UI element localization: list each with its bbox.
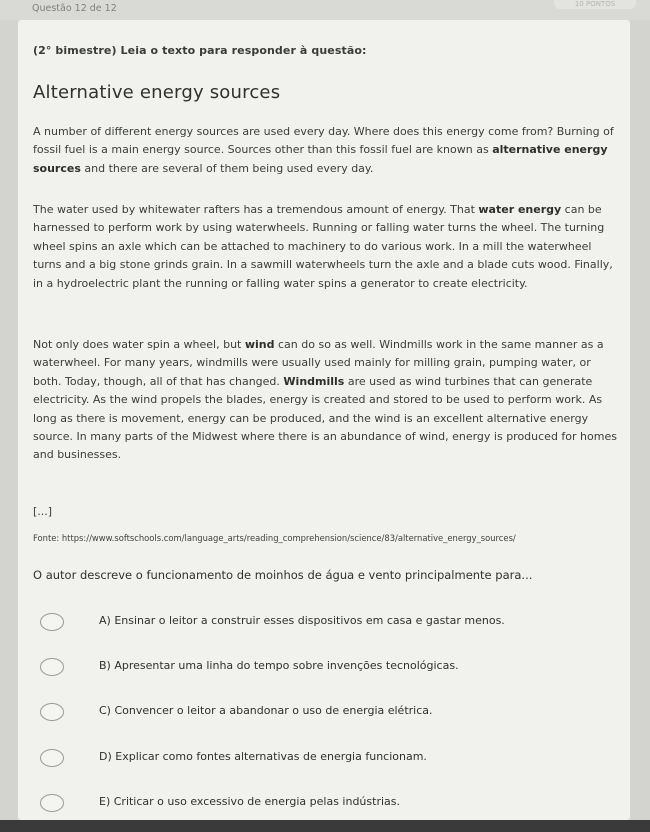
source-citation: Fonte: https://www.softschools.com/language_arts/reading_comprehension/science/83/alternative_energy_sources/ [33,533,516,543]
answer-option-d[interactable] [40,747,610,773]
paragraph-3: Not only does water spin a wheel, but wind can do so as well. Windmills work in the same manner as a waterwheel. For many years, windmills were usually used mainly for milling grain, pumping water, or both. Today, though, all of that has changed. Windmills are used as wind turbines that can generate electricity. As the wind propels the blades, energy is created and stored to be used to perform work. As long as there is movement, energy can be produced, and the wind is an excellent alternative energy source. In many parts of the Midwest where there is an abundance of wind, energy is produced for homes and businesses. [33,338,617,462]
radio-button-icon[interactable] [40,749,64,767]
top-bar [0,0,650,20]
answer-option-a[interactable] [40,611,610,637]
answer-option-b[interactable] [40,656,610,682]
option-label: A) Ensinar o leitor a construir esses dispositivos em casa e gastar menos. [99,614,505,627]
option-label: D) Explicar como fontes alternativas de energia funcionam. [99,750,427,763]
question-counter: Questão 12 de 12 [32,3,117,14]
radio-button-icon[interactable] [40,794,64,812]
bottom-bar [0,820,650,832]
radio-button-icon[interactable] [40,703,64,721]
paragraph-1: A number of different energy sources are used every day. Where does this energy come from? Burning of fossil fuel is a main energy source. Sources other than this fossil fuel are known as alternative energy sources and there are several of them being used every day. [33,125,614,175]
option-label: E) Criticar o uso excessivo de energia pelas indústrias. [99,795,400,808]
answer-option-c[interactable] [40,701,610,727]
question-prompt: O autor descreve o funcionamento de moinhos de água e vento principalmente para... [33,568,533,582]
paragraph-2: The water used by whitewater rafters has a tremendous amount of energy. That water energy can be harnessed to perform work by using waterwheels. Running or falling water turns the wheel. The turning wheel spins an axle which can be attached to machinery to do various work. In a mill the waterwheel turns and a big stone grinds grain. In a sawmill waterwheels turn the axle and a blade cuts wood. Finally, in a hydroelectric plant the running or falling water spins a generator to create electricity. [33,203,613,290]
radio-button-icon[interactable] [40,613,64,631]
ellipsis-mark: [...] [33,505,53,518]
radio-button-icon[interactable] [40,658,64,676]
option-label: C) Convencer o leitor a abandonar o uso de energia elétrica. [99,704,433,717]
points-badge: 10 PONTOS [554,0,636,9]
answer-option-e[interactable] [40,792,610,818]
option-label: B) Apresentar uma linha do tempo sobre invenções tecnológicas. [99,659,459,672]
question-card [18,20,630,820]
article-title: Alternative energy sources [33,82,281,103]
instruction-text: (2° bimestre) Leia o texto para responder à questão: [33,44,367,57]
